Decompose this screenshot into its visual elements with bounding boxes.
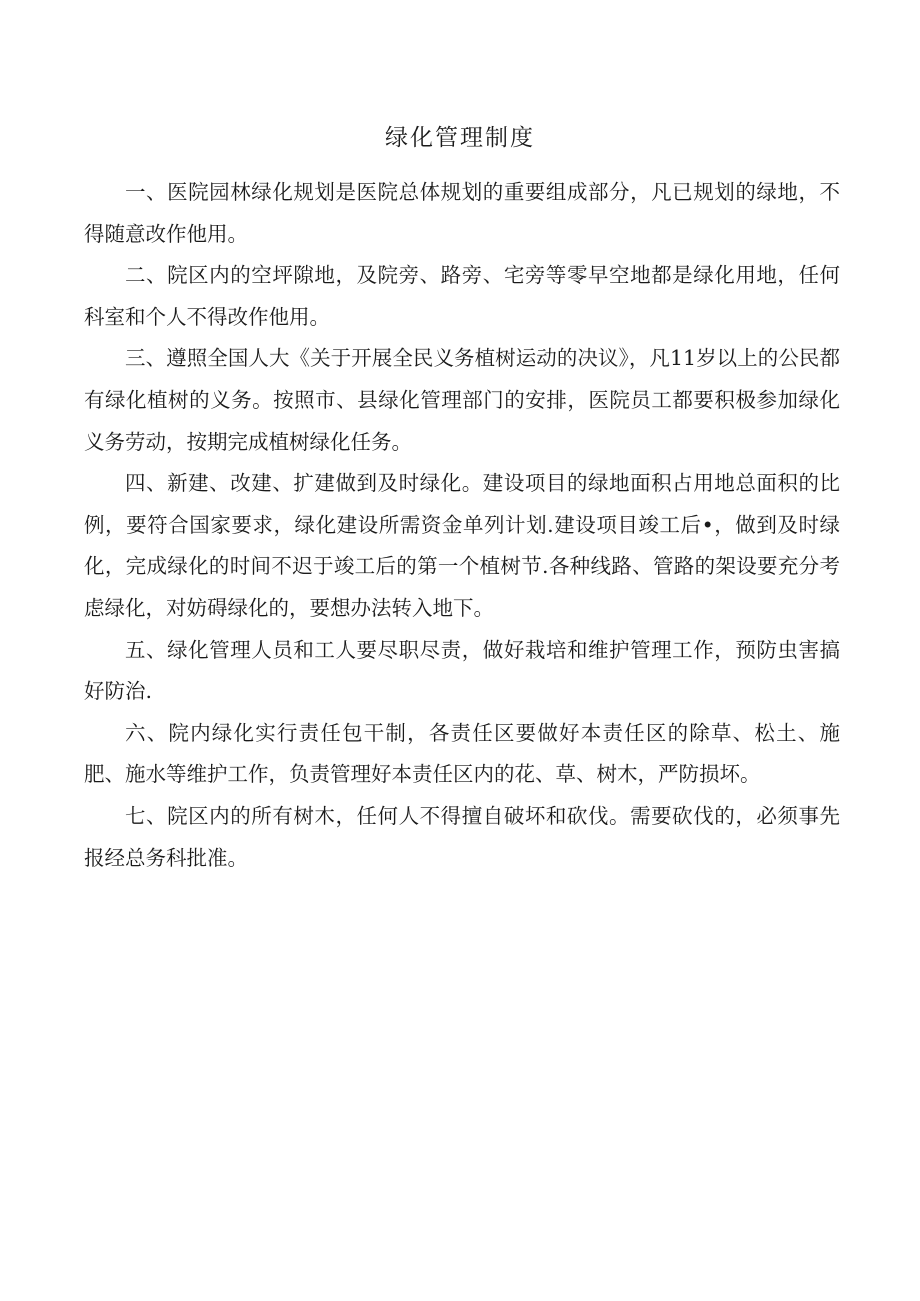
paragraph-6: 六、院内绿化实行责任包干制，各责任区要做好本责任区的除草、松土、施肥、施水等维护工作，负责管理好本责任区内的花、草、树木，严防损坏。 xyxy=(84,720,840,787)
paragraph-2: 二、院区内的空坪隙地，及院旁、路旁、宅旁等零早空地都是绿化用地，任何科室和个人不得改作他用。 xyxy=(84,263,840,329)
paragraph-5: 五、绿化管理人员和工人要尽职尽责，做好栽培和维护管理工作，预防虫害搞好防治. xyxy=(84,637,840,704)
document-body xyxy=(84,172,840,879)
page-title: 绿化管理制度 xyxy=(385,125,535,151)
paragraph-7: 七、院区内的所有树木，任何人不得擅自破坏和砍伐。需要砍伐的，必须事先报经总务科批准。 xyxy=(84,803,840,870)
paragraph-4: 四、新建、改建、扩建做到及时绿化。建设项目的绿地面积占用地总面积的比例，要符合国家要求，绿化建设所需资金单列计划.建设项目竣工后•，做到及时绿化，完成绿化的时间不迟于竣工后的第一个植树节.各种线路、管路的架设要充分考虑绿化，对妨碍绿化的，要想办法转入地下。 xyxy=(84,471,840,620)
paragraph-1: 一、医院园林绿化规划是医院总体规划的重要组成部分，凡已规划的绿地，不得随意改作他用。 xyxy=(84,180,840,246)
paragraph-3: 三、遵照全国人大《关于开展全民义务植树运动的决议》，凡11岁以上的公民都有绿化植树的义务。按照市、县绿化管理部门的安排，医院员工都要积极参加绿化义务劳动，按期完成植树绿化任务。 xyxy=(84,346,840,454)
